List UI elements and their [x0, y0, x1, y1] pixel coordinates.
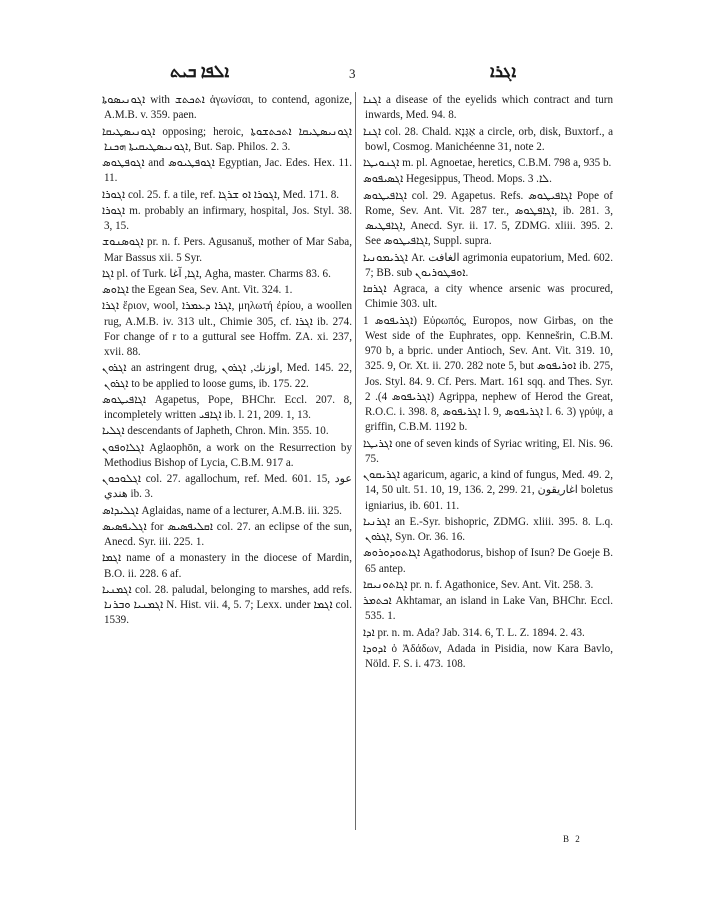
dictionary-entry: ܐܓܘܢܝܣܛܝܩܐ opposing; heroic, ܐܓܘܢܝܣܛܝܩܐ ܐܬܟܬܫܘܬܐ ܐܓܘܢܝܣܛܝܩܝܬܐ ܗܟܢܐ, But. Sap. Philos. 2. 3. — [102, 125, 353, 153]
dictionary-entry: ܐܓܢܐ col. 28. Chald. אַגָּנָא a circle, orb, disk, Buxtorf., a bowl, Cosmog. Manichéenne 31, note 2. — [363, 125, 613, 153]
dictionary-entry: ܐܓܣܝܦܘܣ Hegesippus, Theod. Mops. ܠܐ. 3. — [363, 173, 552, 186]
dictionary-entry: ܐܕܘܕܐ ὁ Ἀδάδων, Adada in Pisidia, now Kara Bavlo, Nöld. F. S. i. 473. 108. — [363, 642, 613, 670]
dictionary-entry: ܐܓܪܝܛܐ one of seven kinds of Syriac writing, El. Nis. 96. 75. — [363, 437, 613, 465]
dictionary-entry: ܐܓܠܐܘܦܘܢ Aglaophōn, a work on the Resurrection by Methodius Bishop of Lycia, C.B.M. 917 a. — [102, 441, 352, 469]
dictionary-entry: ܐܓܘܢܝܣܘܬܐ with ܐܬܟܬܫ ἀγωνίσαι, to contend, agonize, A.M.B. v. 359. paen. — [102, 94, 352, 122]
running-head-right: ܐܓܪܐ — [490, 62, 517, 81]
dictionary-entry: ܐܓܠܝܕܐܣ Aglaidas, name of a lecturer, A.M.B. iii. 325. — [102, 504, 342, 517]
dictionary-entry: ܐܓܐܬܘܢܝܩܐ pr. n. f. Agathonice, Sev. Ant. Vit. 258. 3. — [363, 578, 594, 591]
right-column — [365, 93, 613, 673]
dictionary-entry: ܐܓܐܬܘܕܘܪܘܣ Agathodorus, bishop of Isun? De Goeje B. 65 antep. — [363, 547, 613, 575]
dictionary-entry: ܐܓܢܐ a disease of the eyelids which contract and turn inwards, Med. 94. 8. — [363, 94, 613, 122]
dictionary-entry: ܐܕܐ pr. n. m. Ada? Jab. 314. 6, T. L. Z. 1894. 2. 43. — [363, 626, 585, 639]
dictionary-entry: ܐܓܪܝܡܘܢܝܐ Ar. ﺍﻟﻐﺎﻓﺖ agrimonia eupatorium, Med. 602. 7; BB. sub ܐܘܦܛܘܪܝܘܢ. — [363, 251, 613, 279]
dictionary-entry: ܐܓܪܩܐ Agraca, a city whence arsenic was procured, Chimie 303. ult. — [363, 283, 613, 311]
dictionary-entry: ܐܓܘܪܐ col. 25. f. a tile, ref. ܐܓܘܪܐ ܐܘ ܫܪܓܐ, Med. 171. 8. — [102, 188, 340, 201]
column-divider — [355, 92, 356, 830]
dictionary-entry: ܐܓܐܦܝܛܘܣ col. 29. Agapetus. Refs. ܐܓܐܦܝܛܘܣ Pope of Rome, Sev. Ant. Vit. 287 ter., ܐܓܐܦܛܘܣ, ib. 281. 3, ܐܓܐܦܛܝܣ, Anecd. Syr. ii. 17. 5, ZDMG. xliii. 395. 2. See ܐܓܐܦܝܛܘܣ, Suppl. supra. — [363, 189, 613, 248]
dictionary-entry: ܐܓܢܘܝܛܐ m. pl. Agnoetae, heretics, C.B.M. 798 a, 935 b. — [363, 157, 612, 169]
dictionary-entry: ܐܓܐܘܣ the Egean Sea, Sev. Ant. Vit. 324. 1. — [102, 284, 293, 296]
left-column — [104, 93, 352, 630]
dictionary-entry: ܐܓܠܘܟܘܢ col. 27. agallochum, ref. Med. 601. 15, ﻋﻮﺩ ﻫﻨﺪﻱ ib. 3. — [102, 473, 352, 501]
running-head-left: ܐܠܦܐ ܒܝܬ — [170, 62, 230, 81]
dictionary-entry: ܐܓܘܪܐ m. probably an infirmary, hospital, Jos. Styl. 38. 3, 15. — [102, 204, 352, 232]
signature-mark: B 2 — [563, 834, 582, 844]
dictionary-entry: ܐܓܪܢܝܐ an E.-Syr. bishopric, ZDMG. xliii. 395. 8. L.q. ܐܓܪܘܢ, Syn. Or. 36. 16. — [363, 515, 613, 543]
dictionary-entry: ܐܓܠܝܦܣܝܣ for ܐܩܠܝܦܣܝܣ col. 27. an eclipse of the sun, Anecd. Syr. iii. 225. 1. — [102, 520, 353, 548]
dictionary-entry: ܐܓܪܝܦܘܣ 1) Εὐρωπός, Europos, now Girbas, on the West side of the Euphrates, opp. Kennešrin, C.B.M. 970 b, a bpric. under Antioch, Sev. Ant. Vit. 319. 10, 325. 9, Or. Xt. ii. 270. 282 note 5, but ܐܘܪܝܦܘܣ ib. 275, Jos. Styl. 84. 9. Cf. Pers. Mart. 161 sqq. and Thes. Syr. ܐܓܪܝܦܘܣ 4). 2) Agrippa, nephew of Herod the Great, R.O.C. i. 398. 8, ܐܓܪܝܦܘܣ l. 9, ܐܓܪܝܦܘܣ l. 6. 3) γρύψ, a griffin, C.B.M. 1192 b. — [363, 314, 614, 434]
dictionary-entry: ܐܓܪܝܩܘܢ agaricum, agaric, a kind of fungus, Med. 49. 2, 14, 50 ult. 51. 10, 19, 136. 2, 299. 21, ﺍﻏﺎﺭﻳﻘﻮﻥ boletus igniarius, ib. 601. 11. — [363, 469, 613, 512]
dictionary-entry: ܐܓܐ pl. of Turk. ܐܓܐ, ﺁﻏﺎ, Agha, master. Charms 83. 6. — [102, 267, 331, 280]
dictionary-entry: ܐܓܡܐ name of a monastery in the diocese of Mardin, B.O. ii. 228. 6 af. — [102, 552, 352, 580]
dictionary-entry: ܐܓܘܣܢܘܫ pr. n. f. Pers. Agusanuš, mother of Mar Saba, Mar Bassus xii. 5 Syr. — [102, 236, 352, 264]
dictionary-entry: ܐܓܪܘܢ an astringent drug, ﺍﻭﺯﻧﻚ, ܐܓܪܘܢ, Med. 145. 22, ܐܓܪܘܢ to be applied to loose gums, ib. 175. 22. — [102, 362, 353, 390]
dictionary-entry: ܐܓܘܦܛܘܣ and ܐܓܘܦܛܝܘܣ Egyptian, Jac. Edes. Hex. 11. 11. — [102, 157, 352, 185]
dictionary-entry: ܐܓܡܢܝܐ col. 28. paludal, belonging to marshes, add refs. ܐܓܡܢܝܐ ܘܒܪܢܐ N. Hist. vii. 4, 5. 7; Lexx. under ܐܓܡܐ col. 1539. — [102, 583, 352, 627]
dictionary-entry: ܐܓܐܦܝܛܘܣ Agapetus, Pope, BHChr. Eccl. 207. 8, incompletely written ܐܓܐܦܝ ib. l. 21, 209. 1, 13. — [102, 393, 352, 421]
page-number: 3 — [349, 66, 356, 81]
dictionary-entry: ܐܓܪܐ ἔριον, wool, ܐܓܪܐ ܕܥܡܪܐ, μηλωτή ἐρίου, a woollen rug, A.M.B. iv. 313 ult., Chimie 305, cf. ܐܓܪܐ ib. 274. For change of r to a guttural see Hoffm. ZA. xi. 237, xvii. 88. — [102, 300, 353, 358]
dictionary-entry: ܐܓܠܝܐ descendants of Japheth, Chron. Min. 355. 10. — [102, 425, 329, 438]
dictionary-entry: ܐܟܬܡܪ Akhtamar, an island in Lake Van, BHChr. Eccl. 535. 1. — [363, 595, 613, 623]
